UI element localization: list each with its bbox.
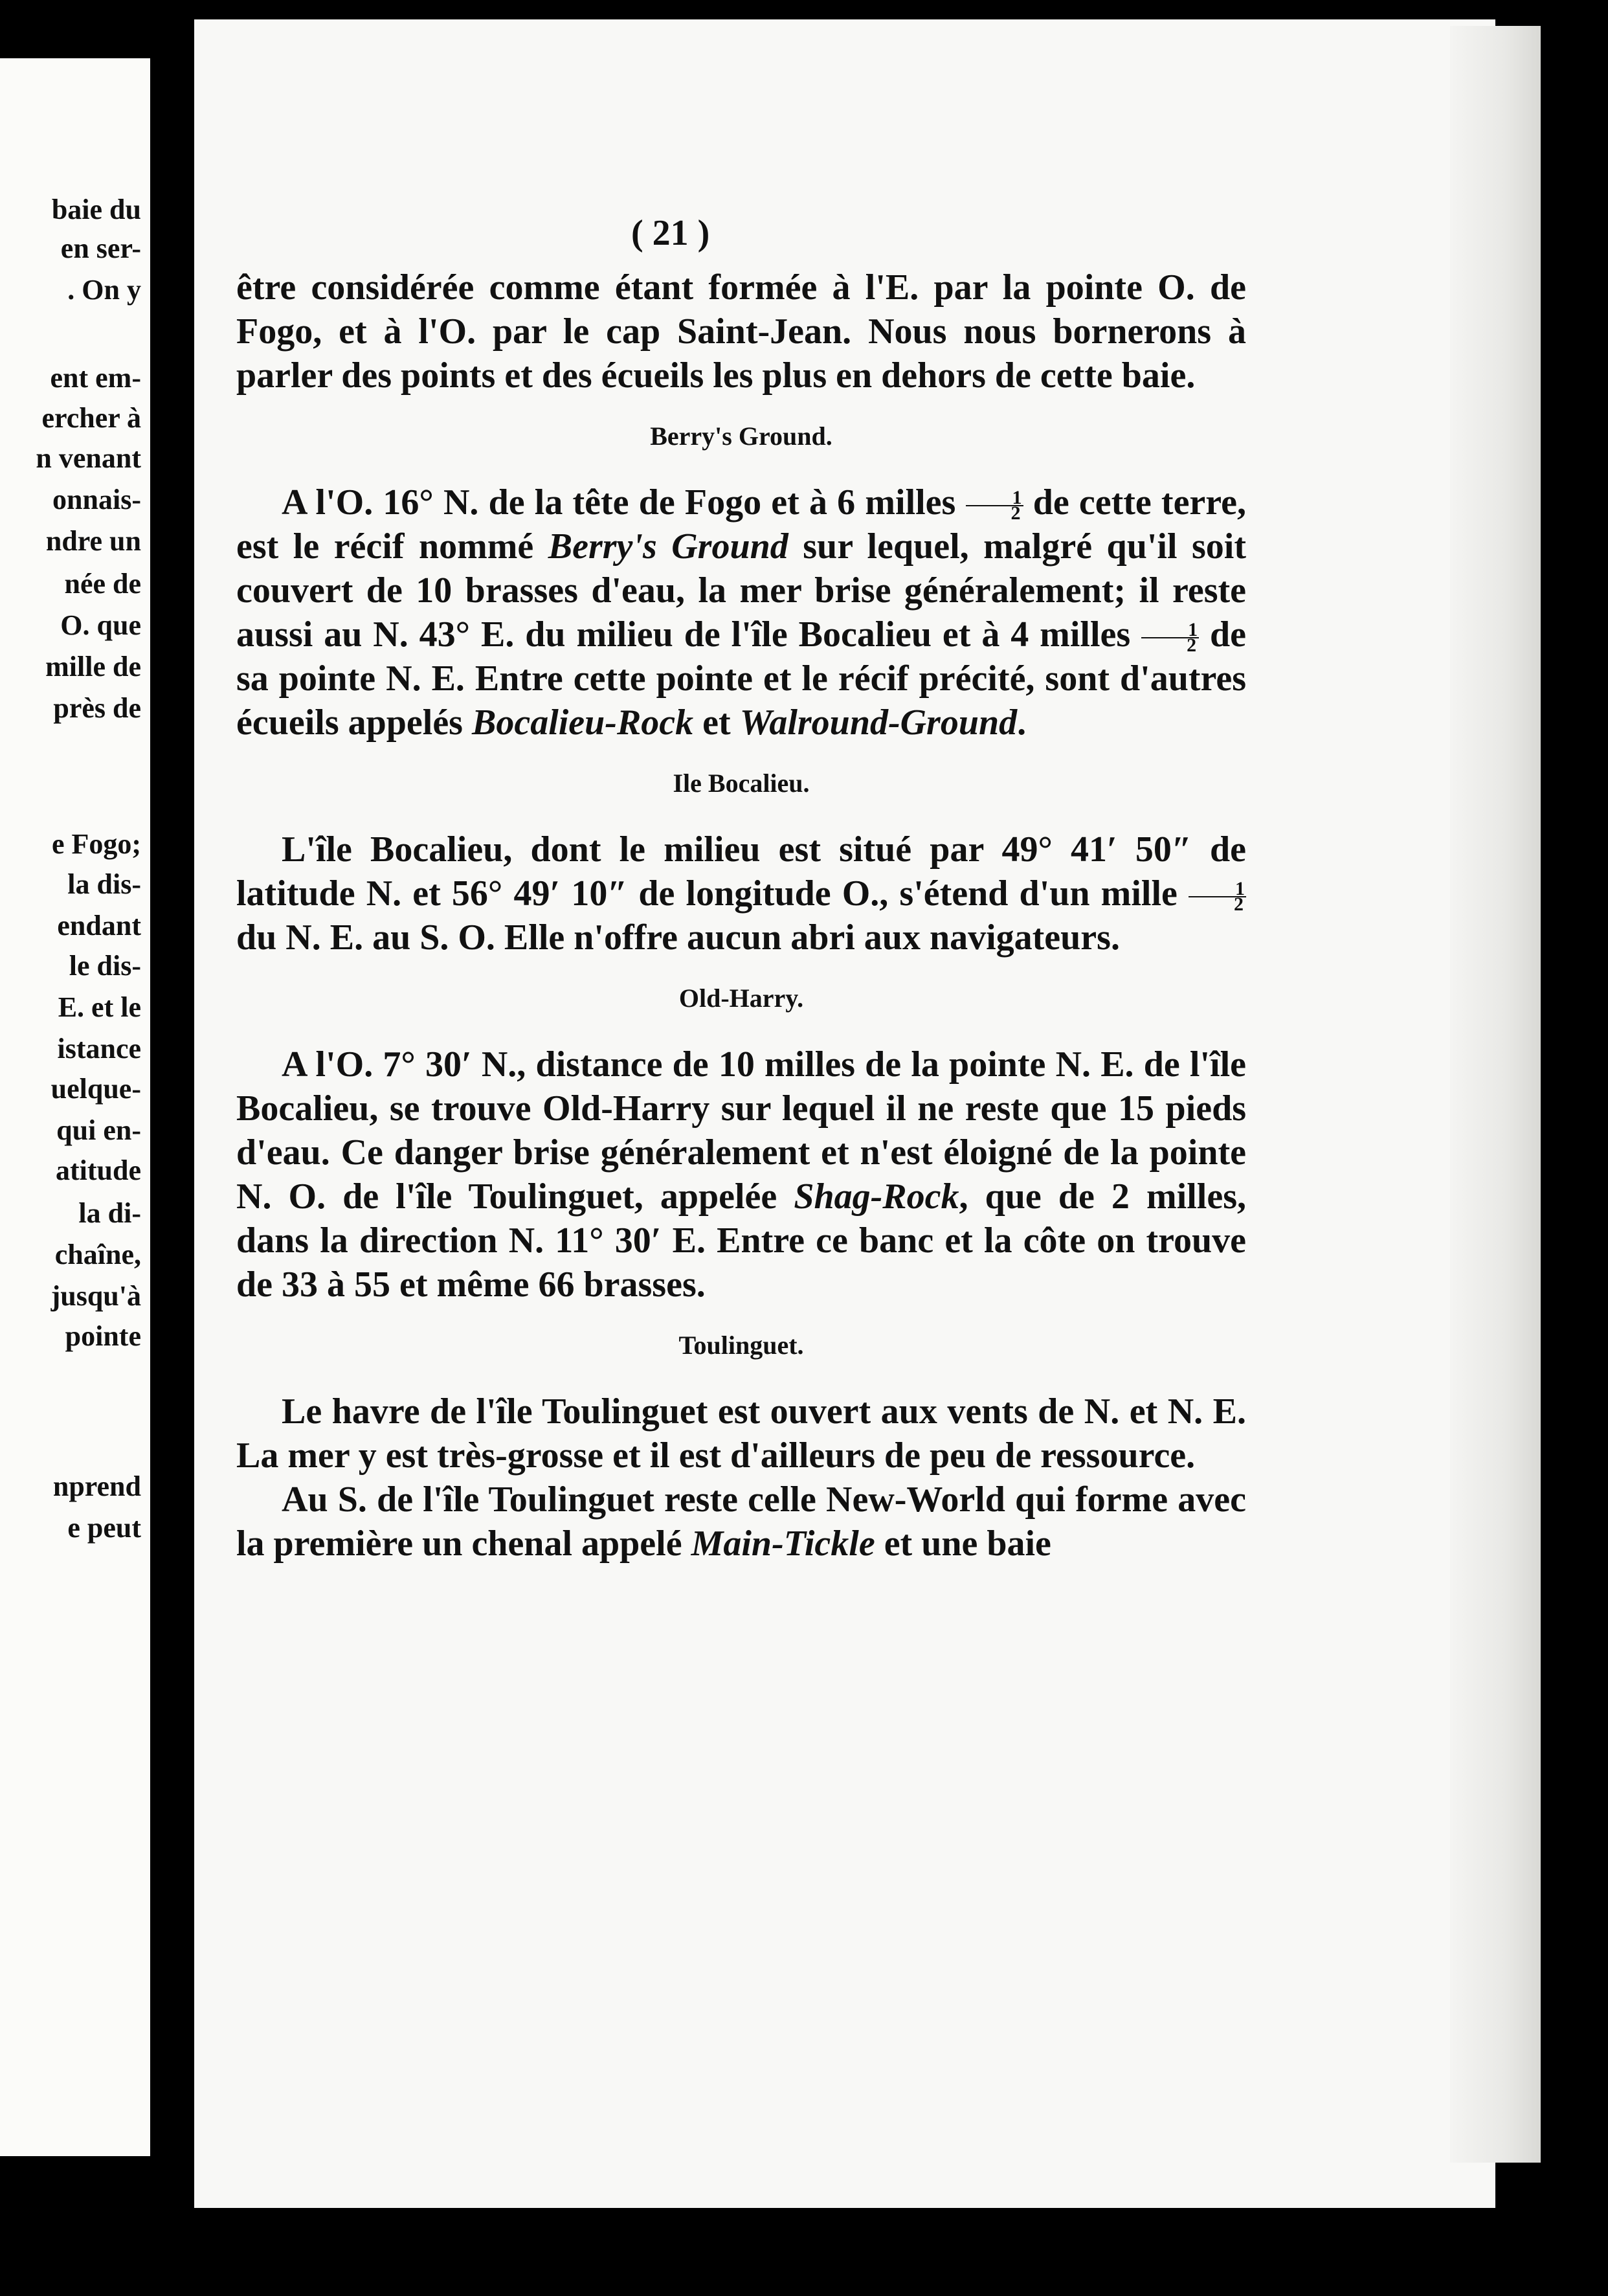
facing-page-line: baie du bbox=[51, 194, 141, 225]
facing-page-line: en ser- bbox=[60, 232, 141, 264]
facing-page-line: chaîne, bbox=[54, 1239, 141, 1270]
section-heading: Berry's Ground. bbox=[650, 422, 832, 451]
facing-page-line: n venant bbox=[36, 442, 141, 474]
page-edge bbox=[1450, 26, 1541, 2163]
section-paragraph: A l'O. 16° N. de la tête de Fogo et à 6 milles $\frac{1}{2}$ de cette terre, est le récif nommé Berry's Ground sur lequel, malgré qu'il soit couvert de 10 brasses d'eau, la mer brise généralement; il reste aussi au N. 43° E. du milieu de l'île Bocalieu et à 4 milles $\frac{1}{2}$ de sa pointe N. E. Entre cette pointe et le récif précité, sont d'autres écueils appelés Bocalieu-Rock et Walround-Ground. bbox=[236, 482, 1247, 743]
facing-page-line: pointe bbox=[65, 1320, 141, 1352]
fraction: $\frac{1}{2}$ bbox=[966, 491, 1023, 521]
facing-page-line: la di- bbox=[78, 1197, 141, 1229]
facing-page-line: nprend bbox=[52, 1470, 141, 1502]
intro-paragraph: être considérée comme étant formée à l'E. par la pointe O. de Fogo, et à l'O. par le cap Saint-Jean. Nous nous bornerons à parler des points et des écueils les plus en dehors de cette baie. bbox=[236, 267, 1246, 396]
facing-page-line: onnais- bbox=[52, 484, 141, 515]
section-paragraph: A l'O. 7° 30′ N., distance de 10 milles de la pointe N. E. de l'île Bocalieu, se trouve Old-Harry sur lequel il ne reste que 15 pieds d'eau. Ce danger brise généralement et n'est éloigné de la pointe N. O. de l'île Toulinguet, appelée Shag-Rock, que de 2 milles, dans la direction N. 11° 30′ E. Entre ce banc et la côte on trouve de 33 à 55 et même 66 brasses. bbox=[236, 1044, 1246, 1305]
book-gutter bbox=[150, 52, 201, 2189]
italic-term: Berry's Ground bbox=[548, 526, 788, 567]
facing-page-line: e peut bbox=[67, 1512, 141, 1544]
facing-page-fragment bbox=[0, 58, 150, 2156]
sections-container bbox=[236, 421, 1246, 1566]
section-paragraph: Au S. de l'île Toulinguet reste celle New-World qui forme avec la première un chenal appelé Main-Tickle et une baie bbox=[236, 1480, 1246, 1564]
section-paragraph: L'île Bocalieu, dont le milieu est situé par 49° 41′ 50″ de latitude N. et 56° 49′ 10″ de longitude O., s'étend d'un mille $\frac{1}{2}$ du N. E. au S. O. Elle n'offre aucun abri aux navigateurs. bbox=[236, 829, 1246, 958]
facing-page-line: ent em- bbox=[50, 362, 141, 394]
facing-page-line: qui en- bbox=[56, 1114, 141, 1146]
facing-page-line: endant bbox=[57, 910, 141, 941]
facing-page-line: près de bbox=[53, 692, 141, 724]
facing-page-line: atitude bbox=[56, 1154, 141, 1186]
facing-page-line: uelque- bbox=[50, 1073, 141, 1105]
facing-page-line: . On y bbox=[67, 274, 141, 306]
fraction: $\frac{1}{2}$ bbox=[1141, 623, 1199, 653]
italic-term: Walround-Ground bbox=[739, 703, 1018, 743]
facing-page-line: istance bbox=[57, 1033, 141, 1064]
facing-page-line: jusqu'à bbox=[50, 1280, 141, 1312]
facing-page-line: ercher à bbox=[41, 402, 141, 434]
facing-page-line: le dis- bbox=[69, 950, 141, 982]
facing-page-line: O. que bbox=[60, 609, 141, 641]
section-heading: Ile Bocalieu. bbox=[673, 769, 810, 798]
facing-page-line: mille de bbox=[45, 651, 141, 682]
facing-page-line: née de bbox=[64, 568, 141, 600]
section-heading: Toulinguet. bbox=[678, 1331, 804, 1360]
facing-page-line: E. et le bbox=[58, 991, 141, 1023]
italic-term: Shag-Rock bbox=[794, 1176, 959, 1217]
fraction: $\frac{1}{2}$ bbox=[1189, 882, 1246, 912]
facing-page-line: e Fogo; bbox=[51, 828, 141, 860]
italic-term: Main-Tickle bbox=[691, 1524, 875, 1564]
facing-page-line: la dis- bbox=[67, 868, 141, 900]
page-number: ( 21 ) bbox=[631, 213, 710, 253]
page-body bbox=[236, 214, 1246, 1566]
section-heading: Old-Harry. bbox=[678, 984, 804, 1013]
facing-page-line: ndre un bbox=[45, 525, 141, 557]
italic-term: Bocalieu-Rock bbox=[471, 703, 694, 743]
section-paragraph: Le havre de l'île Toulinguet est ouvert aux vents de N. et N. E. La mer y est très-grosse et il est d'ailleurs de peu de ressource. bbox=[236, 1391, 1246, 1476]
